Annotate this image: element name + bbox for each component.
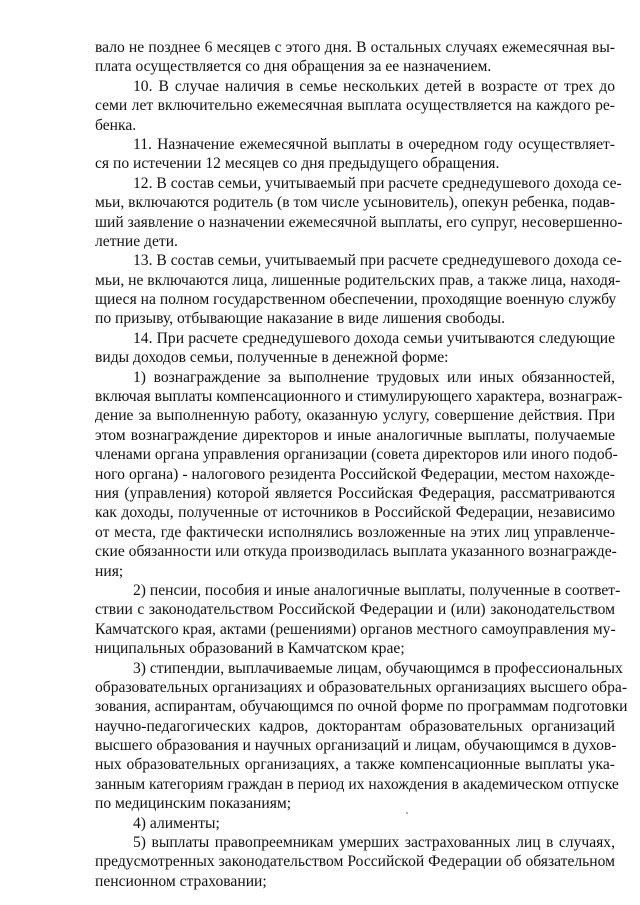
- document-line: 1) вознаграждение за выполнение трудовых или иных обязанностей,: [133, 368, 615, 386]
- document-line: 10. В случае наличия в семье нескольких детей в возрасте от трех до: [133, 77, 615, 95]
- document-line: ниципальных образований в Камчатском крае;: [95, 640, 405, 658]
- document-line: предусмотренных законодательством Российской Федерации об обязательном: [95, 853, 615, 871]
- document-line: 4) алименты;: [133, 814, 220, 832]
- document-line: ший заявление о назначении ежемесячной выплаты, его супруг, несовершенно-: [95, 213, 623, 231]
- scan-speck: [406, 812, 408, 814]
- document-body: [95, 38, 628, 891]
- document-line: по призыву, отбывающие наказание в виде лишения свободы.: [95, 310, 505, 328]
- document-line: ных образовательных организациях, а также компенсационные выплаты ука-: [95, 756, 615, 774]
- document-line: 5) выплаты правопреемникам умерших застрахованных лиц в случаях,: [133, 834, 615, 852]
- document-line: занным категориям граждан в период их нахождения в академическом отпуске: [95, 775, 619, 793]
- document-line: 3) стипендии, выплачиваемые лицам, обучающимся в профессиональных: [133, 659, 623, 677]
- document-line: этом вознаграждение директоров и иные аналогичные выплаты, получаемые: [95, 426, 615, 444]
- document-line: ния;: [95, 562, 124, 580]
- document-line: ного органа) - налогового резидента Российской Федерации, местом нахожде-: [95, 465, 615, 483]
- document-line: щиеся на полном государственном обеспечении, проходящие военную службу: [95, 291, 617, 309]
- document-line: членами органа управления организации (совета директоров или иного подоб-: [95, 446, 618, 464]
- document-line: по медицинским показаниям;: [95, 795, 292, 813]
- document-line: высшего образования и научных организаций и лицам, обучающимся в духов-: [95, 737, 617, 755]
- document-line: вало не позднее 6 месяцев с этого дня. В остальных случаях ежемесячная вы-: [95, 39, 615, 56]
- document-line: 11. Назначение ежемесячной выплаты в очередном году осуществляет-: [133, 135, 615, 153]
- document-line: ния (управления) которой является Российская Федерация, рассматриваются: [95, 484, 615, 502]
- document-line: ствии с законодательством Российской Федерации и (или) законодательством: [95, 601, 615, 619]
- document-line: включая выплаты компенсационного и стимулирующего характера, вознаграж-: [95, 388, 623, 406]
- document-line: бенка.: [95, 116, 137, 134]
- document-line: дение за выполненную работу, оказанную услугу, совершение действия. При: [95, 407, 615, 425]
- document-line: летние дети.: [95, 232, 178, 250]
- document-line: от места, где фактически исполнялись возложенные на этих лиц управленче-: [95, 523, 615, 541]
- document-line: как доходы, полученные от источников в Российской Федерации, независимо: [95, 504, 615, 522]
- document-line: 12. В состав семьи, учитываемый при расчете среднедушевого дохода се-: [133, 174, 622, 192]
- document-line: плата осуществляется со дня обращения за ее назначением.: [95, 58, 492, 76]
- document-line: Камчатского края, актами (решениями) органов местного самоуправления му-: [95, 620, 616, 638]
- document-line: мьи, не включаются лица, лишенные родительских прав, а также лица, находя-: [95, 271, 621, 289]
- document-line: виды доходов семьи, полученные в денежной форме:: [95, 349, 449, 367]
- document-line: образовательных организациях и образовательных организациях высшего обра-: [95, 678, 628, 696]
- document-line: 13. В состав семьи, учитываемый при расчете среднедушевого дохода се-: [133, 252, 622, 270]
- document-line: мьи, включаются родитель (в том числе усыновитель), опекун ребенка, подав-: [95, 194, 616, 212]
- document-line: ся по истечении 12 месяцев со дня предыдущего обращения.: [95, 155, 500, 173]
- document-line: зования, аспирантам, обучающимся по очной форме по программам подготовки: [95, 698, 628, 716]
- document-line: 2) пенсии, пособия и иные аналогичные выплаты, полученные в соответ-: [133, 581, 621, 599]
- document-line: семи лет включительно ежемесячная выплата осуществляется на каждого ре-: [95, 97, 615, 115]
- document-line: ские обязанности или откуда производилась выплата указанного вознагражде-: [95, 543, 617, 561]
- document-line: 14. При расчете среднедушевого дохода семьи учитываются следующие: [133, 329, 615, 347]
- document-line: пенсионном страховании;: [95, 872, 267, 890]
- document-line: научно-педагогических кадров, докторантам образовательных организаций: [95, 717, 615, 735]
